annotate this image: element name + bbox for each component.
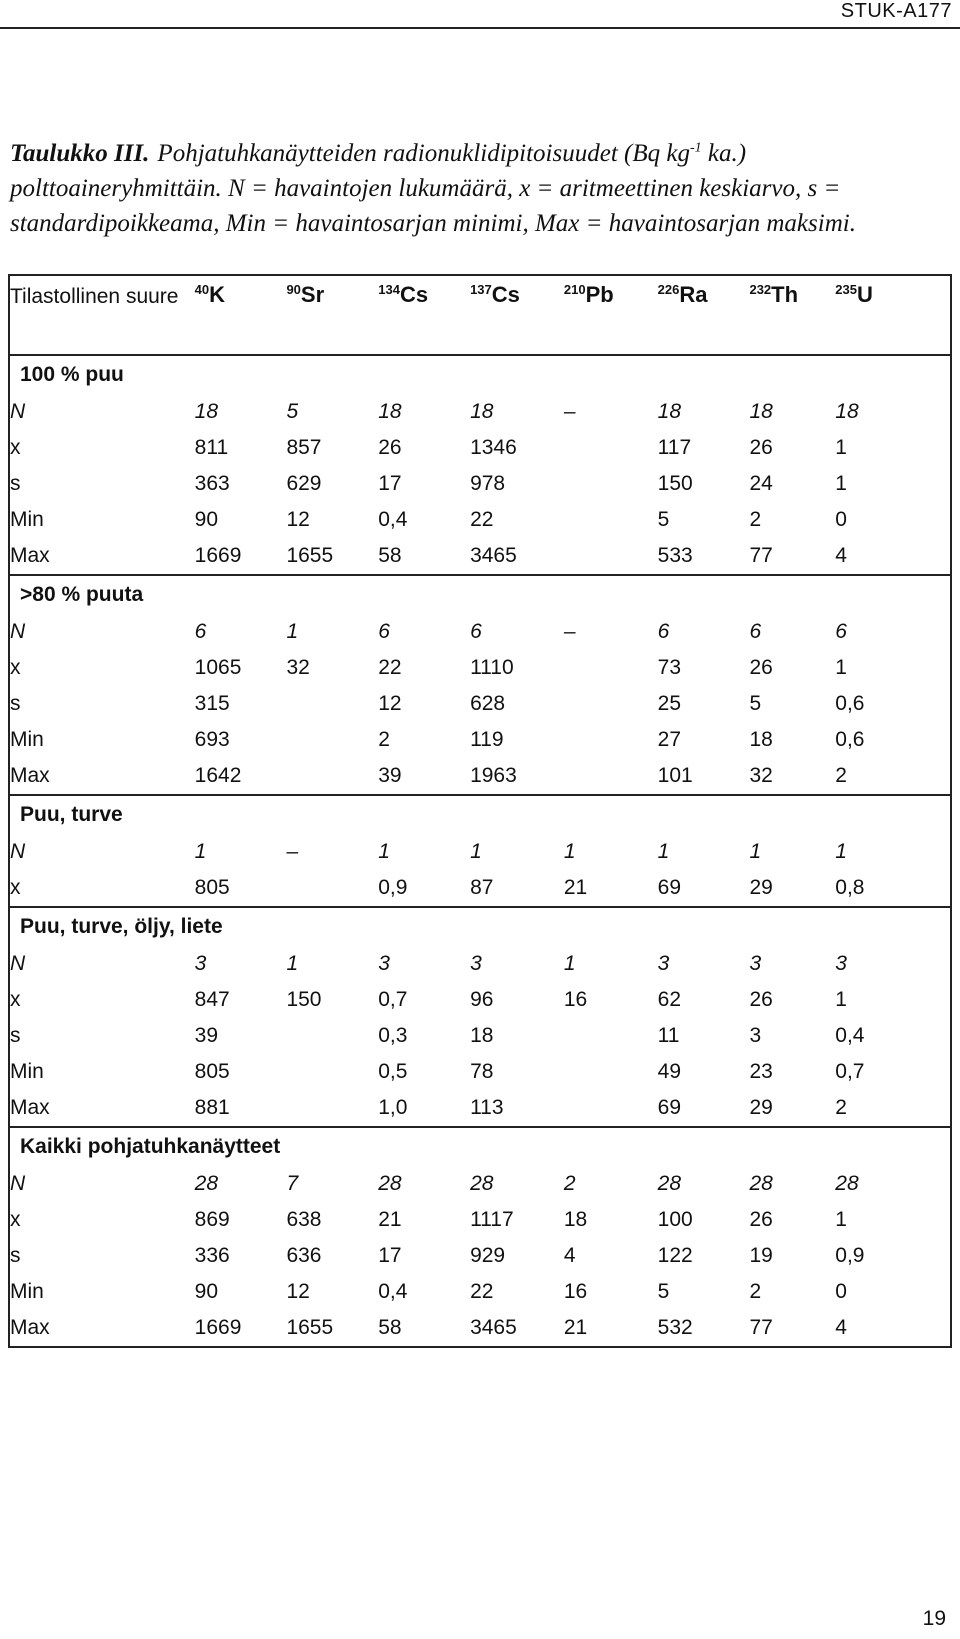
caption-label: Taulukko III. [10,140,150,167]
mass-number: 235 [835,282,857,297]
header-rule [0,27,960,29]
value-cell: 22 [470,508,494,531]
value-cell: 69 [657,876,682,899]
value-cell: 90 [194,508,219,531]
group-header-row [9,795,951,834]
value-cell: 929 [470,1244,506,1267]
stat-label: Min [10,1060,44,1083]
mass-number: 40 [194,282,210,297]
mass-number: 90 [286,282,301,297]
value-cell: 22 [470,1280,494,1303]
group-header-row [9,907,951,946]
value-cell: 18 [749,400,773,423]
table-row [9,1090,951,1127]
stat-label: Min [10,508,44,531]
value-cell: 363 [194,472,230,495]
value-cell: 26 [749,1208,773,1231]
value-cell: 28 [657,1172,682,1195]
stat-label: s [10,692,21,715]
value-cell [286,686,378,722]
value-cell: 119 [470,728,504,751]
value-cell [564,1054,658,1090]
value-cell: 1669 [194,1316,242,1339]
value-cell: 18 [194,400,219,423]
value-cell: 1 [563,952,576,975]
value-cell: 18 [749,728,773,751]
value-cell [564,722,658,758]
value-cell: 881 [194,1096,230,1119]
value-cell: 532 [657,1316,693,1339]
value-cell: 122 [657,1244,693,1267]
value-cell: 73 [657,656,682,679]
value-cell: 18 [378,400,402,423]
value-cell: – [563,620,576,643]
table-row [9,394,951,430]
table-row [9,1054,951,1090]
value-cell: 26 [749,656,773,679]
value-cell: 49 [657,1060,682,1083]
value-cell: 87 [470,876,494,899]
stat-label: Max [10,544,50,567]
value-cell: 3465 [470,544,517,567]
radionuclide-table [8,274,952,1348]
value-cell: 638 [286,1208,322,1231]
value-cell: 17 [378,1244,402,1267]
value-cell: 2 [749,1280,762,1303]
stat-label: Max [10,764,50,787]
value-cell: 21 [563,876,588,899]
nuclide-header [378,275,470,355]
value-cell: 69 [657,1096,682,1119]
value-cell [564,538,658,575]
value-cell: 6 [749,620,762,643]
value-cell: 3 [378,952,390,975]
value-cell: 150 [657,472,693,495]
value-cell: 628 [470,692,506,715]
value-cell: 150 [286,988,322,1011]
value-cell: 2 [749,508,762,531]
value-cell: 3 [194,952,207,975]
group-header-row [9,355,951,394]
value-cell: 18 [835,400,859,423]
element-symbol: Cs [491,282,520,307]
element-symbol: Cs [399,282,429,307]
value-cell: 0 [835,1280,847,1303]
value-cell: 805 [194,1060,230,1083]
value-cell: 6 [194,620,207,643]
stat-label: N [10,840,26,863]
stat-label: x [10,1208,21,1231]
nuclide-header [470,275,564,355]
value-cell: 1 [835,988,847,1011]
value-cell: 1 [378,840,390,863]
value-cell: 77 [749,544,773,567]
value-cell: 6 [657,620,670,643]
value-cell: 22 [378,656,402,679]
value-cell [564,430,658,466]
value-cell: 1346 [470,436,517,459]
value-cell: 1 [835,656,847,679]
table-row [9,1274,951,1310]
stat-label: x [10,436,21,459]
stat-label: s [10,1024,21,1047]
value-cell: 28 [470,1172,494,1195]
nuclide-header [749,275,835,355]
value-cell: 12 [286,508,310,531]
value-cell: 978 [470,472,506,495]
value-cell: 533 [657,544,693,567]
value-cell: 4 [563,1244,576,1267]
value-cell: 3 [749,1024,762,1047]
value-cell: 28 [749,1172,773,1195]
stat-label: N [10,620,26,643]
stat-label: Max [10,1316,50,1339]
value-cell: 1 [835,436,847,459]
value-cell: 1065 [194,656,242,679]
value-cell: 636 [286,1244,322,1267]
value-cell: – [286,840,299,863]
element-symbol: Sr [300,282,325,307]
value-cell [564,1090,658,1127]
value-cell: 1 [470,840,482,863]
stat-label: x [10,656,21,679]
value-cell [286,722,378,758]
value-cell: 58 [378,544,402,567]
caption-text: Pohjatuhkanäytteiden radionuklidipitoisuudet (Bq kg [157,140,690,167]
value-cell: 336 [194,1244,230,1267]
stat-label: N [10,1172,26,1195]
table-row [9,650,951,686]
value-cell: 18 [470,400,494,423]
value-cell: 77 [749,1316,773,1339]
mass-number: 226 [657,282,680,297]
value-cell: 693 [194,728,230,751]
stat-label: s [10,1244,21,1267]
table-row [9,466,951,502]
stat-label: Min [10,1280,44,1303]
value-cell [564,686,658,722]
value-cell: 6 [470,620,482,643]
value-cell: 12 [378,692,402,715]
element-symbol: K [209,282,226,307]
value-cell: 25 [657,692,682,715]
table-row [9,502,951,538]
value-cell: 4 [835,544,847,567]
mass-number: 134 [378,282,400,297]
value-cell: 39 [194,1024,219,1047]
value-cell: 4 [835,1316,847,1339]
value-cell: 0,9 [378,876,408,899]
table-row [9,1202,951,1238]
value-cell: 315 [194,692,230,715]
stat-label: Max [10,1096,50,1119]
value-cell: 96 [470,988,494,1011]
element-symbol: Th [771,282,799,307]
value-cell [286,1054,378,1090]
table-row [9,722,951,758]
value-cell: 90 [194,1280,219,1303]
value-cell [286,1090,378,1127]
value-cell: – [563,400,576,423]
value-cell: 5 [657,508,670,531]
nuclide-header [658,275,750,355]
value-cell [564,650,658,686]
table-row [9,538,951,575]
value-cell: 629 [286,472,322,495]
value-cell: 1 [749,840,762,863]
value-cell: 0,5 [378,1060,408,1083]
table-row [9,1018,951,1054]
value-cell: 12 [286,1280,310,1303]
value-cell: 78 [470,1060,494,1083]
value-cell: 16 [563,1280,588,1303]
mass-number: 137 [470,282,492,297]
value-cell: 62 [657,988,682,1011]
value-cell: 21 [378,1208,402,1231]
value-cell: 1 [835,472,847,495]
value-cell: 100 [657,1208,693,1231]
value-cell: 1963 [470,764,517,787]
stat-label: x [10,876,21,899]
value-cell: 1642 [194,764,242,787]
value-cell: 0,7 [835,1060,865,1083]
value-cell: 0,4 [835,1024,865,1047]
stat-column-header: Tilastollinen suure [10,285,179,308]
value-cell: 18 [470,1024,494,1047]
value-cell: 28 [194,1172,219,1195]
value-cell: 0,4 [378,508,408,531]
caption-text-rest: ka.) polttoaineryhmittäin. N = havaintojen lukumäärä, x = aritmeettinen keskiarvo, s = standardipoikkeama, Min = havaintosarjan minimi, Max = havaintosarjan maksimi. [10,140,856,237]
value-cell: 2 [835,1096,847,1119]
value-cell: 3 [657,952,670,975]
table-row [9,870,951,907]
value-cell: 29 [749,876,773,899]
value-cell: 1 [657,840,670,863]
group-header-row [9,1127,951,1166]
value-cell: 28 [378,1172,402,1195]
value-cell [286,1018,378,1054]
group-title: 100 % puu [9,355,951,394]
value-cell: 27 [657,728,682,751]
value-cell: 6 [378,620,390,643]
value-cell: 1,0 [378,1096,408,1119]
value-cell: 869 [194,1208,230,1231]
value-cell: 58 [378,1316,402,1339]
value-cell: 0,6 [835,728,865,751]
value-cell: 101 [657,764,693,787]
stat-label: x [10,988,21,1011]
value-cell: 117 [657,436,692,459]
value-cell: 39 [378,764,402,787]
element-symbol: Ra [679,282,708,307]
stat-label: N [10,400,26,423]
value-cell: 1 [835,840,847,863]
table-body [9,355,951,1347]
table-row [9,1238,951,1274]
value-cell: 113 [470,1096,504,1119]
value-cell: 11 [657,1024,680,1047]
value-cell: 3 [749,952,762,975]
value-cell: 0 [835,508,847,531]
nuclide-header [195,275,287,355]
value-cell [286,870,378,907]
value-cell [564,1018,658,1054]
value-cell: 1110 [470,656,514,679]
caption-superscript: -1 [689,140,702,156]
value-cell: 1 [835,1208,847,1231]
value-cell: 16 [563,988,588,1011]
value-cell: 21 [563,1316,588,1339]
table-header-row [9,275,951,355]
nuclide-header [564,275,658,355]
table-row [9,430,951,466]
value-cell: 18 [657,400,682,423]
value-cell: 26 [749,436,773,459]
value-cell: 5 [749,692,762,715]
value-cell: 26 [749,988,773,1011]
value-cell: 3465 [470,1316,517,1339]
value-cell: 3 [470,952,482,975]
value-cell: 2 [835,764,847,787]
value-cell: 0,4 [378,1280,408,1303]
value-cell: 32 [286,656,310,679]
group-title: >80 % puuta [9,575,951,614]
value-cell: 26 [378,436,402,459]
value-cell [564,502,658,538]
stat-label: N [10,952,26,975]
value-cell: 6 [835,620,847,643]
value-cell: 3 [835,952,847,975]
value-cell: 0,7 [378,988,408,1011]
value-cell: 17 [378,472,402,495]
value-cell: 1 [563,840,576,863]
value-cell: 19 [749,1244,773,1267]
mass-number: 210 [563,282,586,297]
value-cell: 18 [563,1208,588,1231]
value-cell: 0,9 [835,1244,865,1267]
value-cell: 0,8 [835,876,865,899]
value-cell [286,758,378,795]
stat-label: s [10,472,21,495]
element-symbol: U [857,282,873,307]
group-title: Kaikki pohjatuhkanäytteet [9,1127,951,1166]
value-cell: 1 [194,840,207,863]
table-row [9,1166,951,1202]
value-cell: 28 [835,1172,859,1195]
document-id: STUK-A177 [840,0,952,22]
value-cell: 5 [657,1280,670,1303]
value-cell: 0,3 [378,1024,408,1047]
value-cell: 29 [749,1096,773,1119]
value-cell: 2 [378,728,390,751]
group-title: Puu, turve [9,795,951,834]
value-cell: 2 [563,1172,576,1195]
nuclide-header [835,275,951,355]
value-cell [564,466,658,502]
stat-label: Min [10,728,44,751]
mass-number: 232 [749,282,772,297]
page-number: 19 [922,1607,946,1630]
table-row [9,758,951,795]
value-cell: 847 [194,988,230,1011]
value-cell: 857 [286,436,322,459]
value-cell: 5 [286,400,299,423]
table-row [9,982,951,1018]
table-row [9,834,951,870]
table-row [9,614,951,650]
nuclide-header [286,275,378,355]
value-cell: 1117 [470,1208,514,1231]
value-cell: 811 [194,436,229,459]
value-cell: 1669 [194,544,242,567]
value-cell: 23 [749,1060,773,1083]
value-cell: 1 [286,620,299,643]
value-cell: 1 [286,952,299,975]
value-cell [564,758,658,795]
group-title: Puu, turve, öljy, liete [9,907,951,946]
group-header-row [9,575,951,614]
element-symbol: Pb [585,282,614,307]
value-cell: 1655 [286,1316,334,1339]
table-row [9,1310,951,1347]
table-row [9,686,951,722]
value-cell: 0,6 [835,692,865,715]
table-row [9,946,951,982]
table-caption [10,136,950,241]
value-cell: 7 [286,1172,299,1195]
value-cell: 805 [194,876,230,899]
value-cell: 24 [749,472,773,495]
value-cell: 1655 [286,544,334,567]
value-cell: 32 [749,764,773,787]
